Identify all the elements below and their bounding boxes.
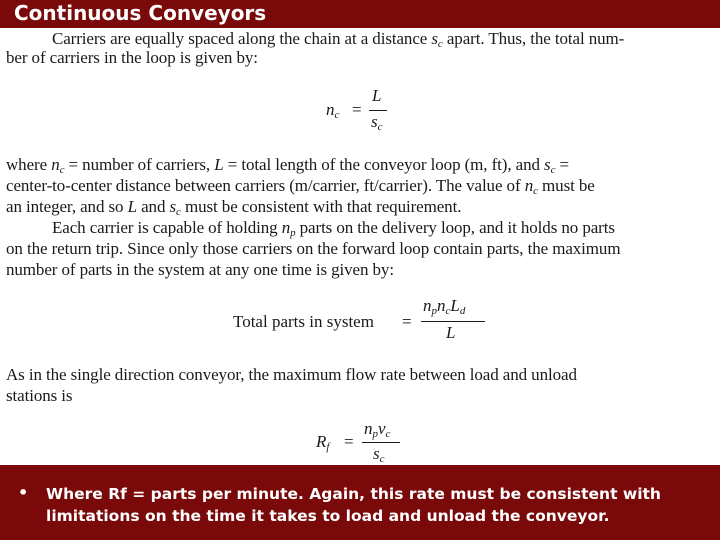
paragraph-2-line-2: on the return trip. Since only those carriers on the forward loop contain parts, the maximum: [6, 239, 621, 258]
page-title: Continuous Conveyors: [14, 1, 267, 25]
where-line-3: an integer, and so L and $s_c$ must be consistent with that requirement.: [6, 197, 462, 218]
paragraph-2-line-3: number of parts in the system at any one time is given by:: [6, 260, 394, 279]
paragraph-3-line-1: As in the single direction conveyor, the maximum flow rate between load and unload: [6, 365, 577, 384]
bullet-icon: •: [18, 483, 29, 502]
footer-text: Where Rf = parts per minute. Again, this rate must be consistent with limitations on the time it takes to load and unload the conveyor.: [46, 485, 661, 525]
where-line-1: where $n_c$ = number of carriers, L = total length of the conveyor loop (m, ft), and $s_c$ =: [6, 155, 570, 176]
paragraph-2-line-1: Each carrier is capable of holding $n_p$ parts on the delivery loop, and it holds no parts: [52, 218, 615, 239]
paragraph-3-line-2: stations is: [6, 386, 73, 405]
paragraph-1-line-1: Carriers are equally spaced along the chain at a distance $s_c$ apart. Thus, the total num-: [52, 29, 625, 50]
title-bar: [0, 0, 720, 28]
document-page: Carriers are equally spaced along the chain at a distance $s_c$ apart. Thus, the total num- ber of carriers in the loop is given by: $n_c$ = L $s_c$ where $n_c$ = number of carriers, L = total length of the conveyor loop (m, ft), and $s_c$ = center-to-center distance between carriers (m/carrier, ft/carrier). The value of $n_c$ must be an integer, and so L and $s_c$ must be consistent with that requirement. Each carrier is capable of holding $n_p$ parts on the delivery loop, and it holds no parts on the return trip. Since only those carriers on the forward loop contain parts, the maximum number of parts in the system at any one time is given by: Total parts in system = $n_pn_cL_d$ L As in the single direction conveyor, the maximum flow rate between load and unload stations is $R_f$ = $n_pv_c$ $s_c$: [0, 28, 720, 465]
where-line-2: center-to-center distance between carriers (m/carrier, ft/carrier). The value of $n_c$ must be: [6, 176, 595, 197]
footer-note: [0, 465, 720, 540]
paragraph-1-line-2: ber of carriers in the loop is given by:: [6, 48, 258, 67]
